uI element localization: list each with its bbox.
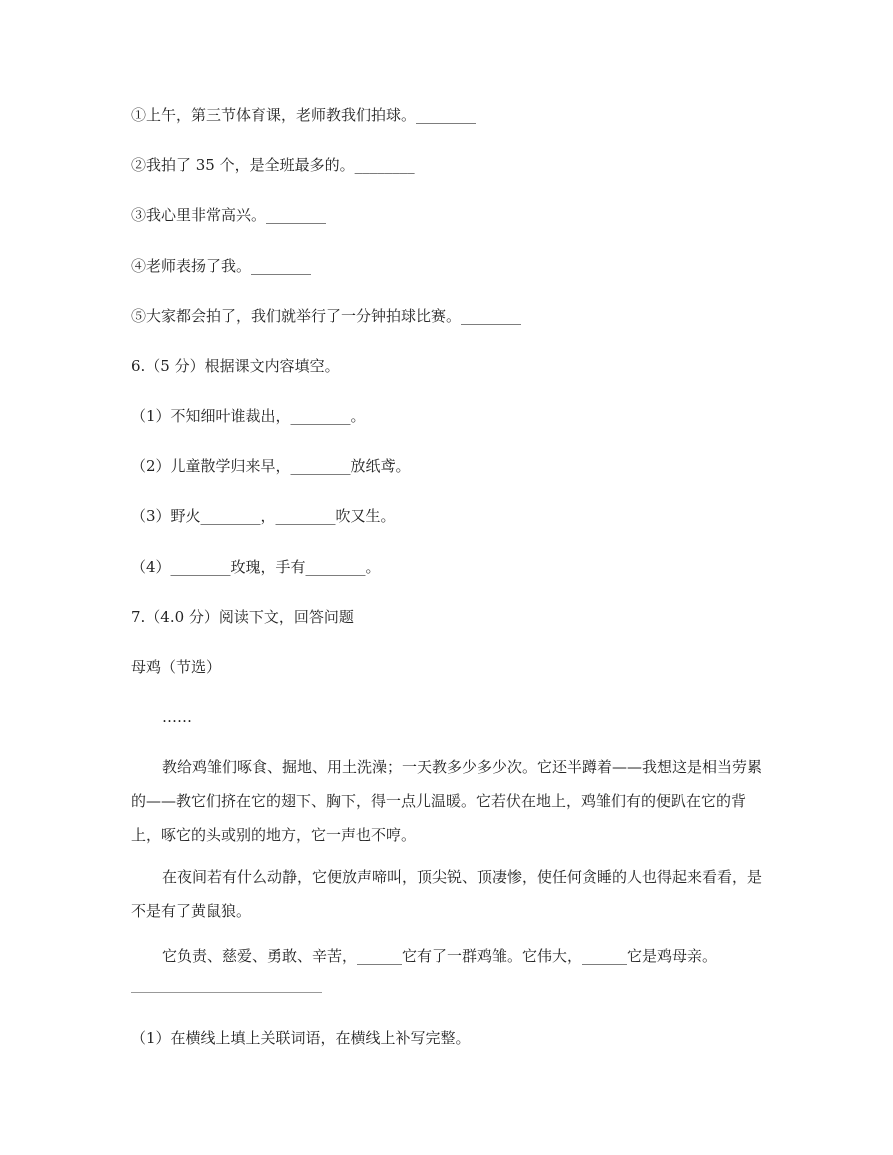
question-6-sub-2: （2）儿童散学归来早，________放纸鸢。 — [131, 457, 411, 475]
question-6-sub-3: （3）野火________，________吹又生。 — [131, 507, 396, 525]
exercise-item-4: ④老师表扬了我。________ — [131, 257, 312, 275]
divider — [131, 992, 322, 993]
exercise-item-5: ⑤大家都会拍了，我们就举行了一分钟拍球比赛。________ — [131, 307, 522, 325]
passage-paragraph-2: 在夜间若有什么动静，它便放声啼叫，顶尖锐、顶凄惨，使任何贪睡的人也得起来看看，是不是有了黄鼠狼。 — [131, 868, 763, 920]
question-7-heading: 7.（4.0 分）阅读下文，回答问题 — [131, 608, 354, 626]
question-6-sub-1: （1）不知细叶谁裁出，________。 — [131, 407, 366, 425]
passage-ellipsis: …… — [162, 708, 192, 726]
passage-paragraph-3: 它负责、慈爱、勇敢、辛苦，______它有了一群鸡雏。它伟大，______它是鸡母亲。 — [162, 947, 718, 965]
question-7-sub-1: （1）在横线上填上关联词语，在横线上补写完整。 — [131, 1029, 471, 1047]
passage-title: 母鸡（节选） — [131, 658, 222, 676]
exercise-item-1: ①上午，第三节体育课，老师教我们拍球。________ — [131, 106, 477, 124]
question-6-sub-4: （4）________玫瑰，手有________。 — [131, 558, 381, 576]
exercise-item-2: ②我拍了 35 个，是全班最多的。________ — [131, 156, 415, 174]
exercise-item-3: ③我心里非常高兴。________ — [131, 206, 327, 224]
question-6-heading: 6.（5 分）根据课文内容填空。 — [131, 357, 340, 375]
passage-paragraph-1: 教给鸡雏们啄食、掘地、用土洗澡；一天教多少多少次。它还半蹲着——我想这是相当劳累的——教它们挤在它的翅下、胸下，得一点儿温暖。它若伏在地上，鸡雏们有的便趴在它的背上，啄它的头或别的地方，它一声也不哼。 — [131, 758, 763, 844]
